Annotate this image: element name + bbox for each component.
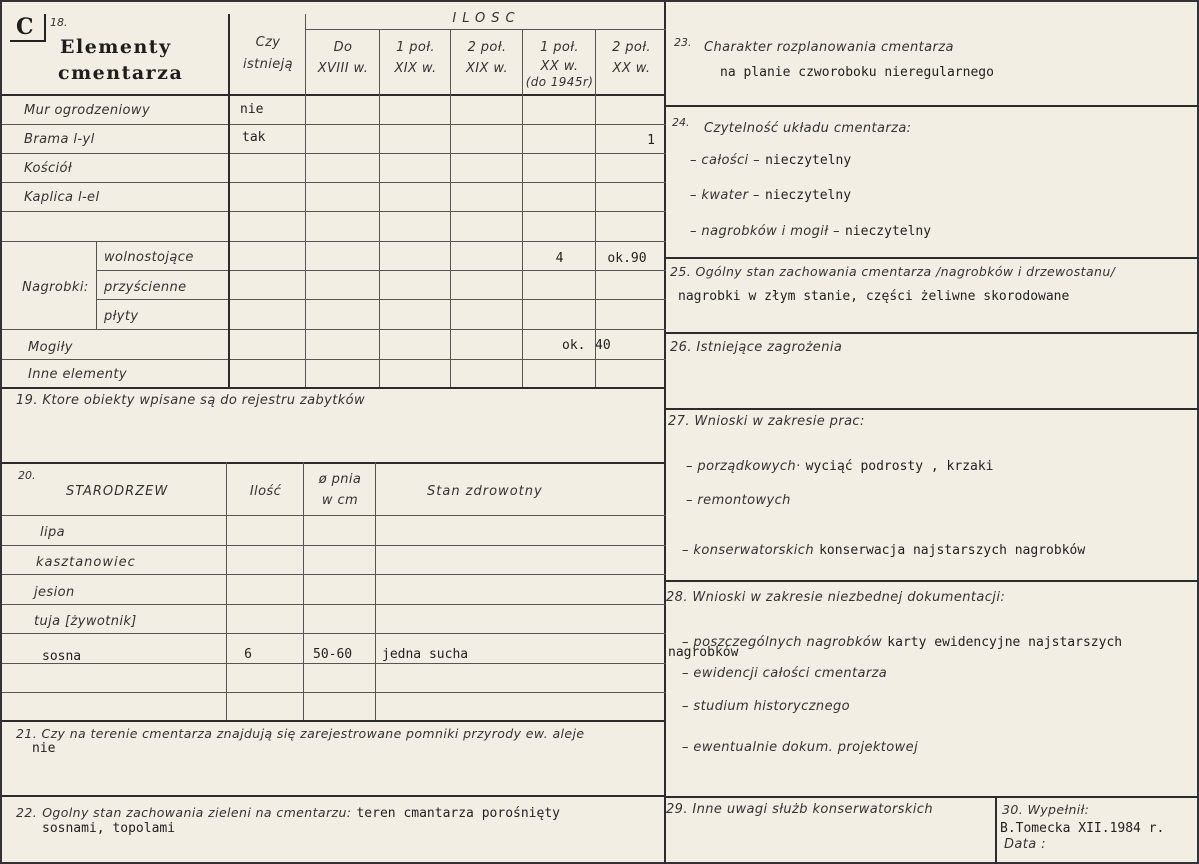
gravestones-slabs-label: płyty [104,309,139,324]
q22-answer1[interactable]: teren cmantarza porośnięty [356,806,560,821]
rule [96,270,666,271]
q30-value[interactable]: B.Tomecka XII.1984 r. [1000,821,1165,836]
q22-text: Ogolny stan zachowania zieleni na cmentarzu: [42,805,352,820]
gravestones-wall-label: przyścienne [104,280,187,295]
q30 [1002,802,1089,817]
row-chapel-label: Kaplica l-el [24,190,100,205]
q24-item-graves: – nagrobków i mogił – nieczytelny [690,224,932,239]
tree-row-linden: lipa [40,525,66,540]
row-wall-exists[interactable]: nie [240,102,264,117]
section-number: 18. [50,16,68,29]
tree-pine-health[interactable]: jedna sucha [382,647,469,662]
q24-item-whole: – całości – nieczytelny [690,153,852,168]
q19-number: 19. [16,393,38,408]
q27-item-cleanup: – porządkowych· wyciąć podrosty , krzaki [686,459,994,474]
trees-header-diam2: w cm [321,493,359,508]
col-rule [375,462,376,720]
q22 [16,802,560,821]
rule [2,515,666,516]
rule [664,408,1199,410]
rule [2,462,666,464]
q27-item-conservation: – konserwatorskich konserwacja najstarszych nagrobków [682,543,1086,558]
period-1-line2: XVIII w. [317,61,369,76]
q30-label: Wypełnił: [1027,802,1090,817]
rule [2,359,666,360]
header-quantity: ILOSC [452,11,521,26]
q21-number: 21. [16,726,38,741]
col-rule [96,241,97,329]
tree-row-thuja: tuja [żywotnik] [34,614,137,629]
q24-item-quarters: – kwater – nieczytelny [690,188,852,203]
rule [2,94,666,96]
gravestones-freestanding-label: wolnostojące [104,250,194,265]
q23-number: 23. [674,36,692,49]
rule [664,796,1199,798]
period-2-line1: 1 poł. [396,40,435,55]
q28-item-records: – ewidencji całości cmentarza [682,666,888,681]
rule [2,211,666,212]
tree-pine-count[interactable]: 6 [244,647,252,662]
q21-text: Czy na terenie cmentarza znajdują się zarejestrowane pomniki przyrody ew. aleje [41,726,585,741]
q24-text: Czytelność układu cmentarza: [704,121,912,136]
rule [305,29,666,30]
q19-text: Ktore obiekty wpisane są do rejestru zabytków [42,393,366,408]
q21-answer[interactable]: nie [32,741,56,756]
rule [2,795,666,797]
rule [2,153,666,154]
row-gate-label: Brama l-yl [24,132,95,147]
q27 [668,414,865,429]
graves-label: Mogiły [28,340,73,355]
period-3-line1: 2 poł. [467,40,507,55]
period-3-line2: XIX w. [465,61,509,76]
tree-row-pine: sosna [42,649,82,664]
rule [2,241,666,242]
rule [2,387,666,389]
gravestones-label: Nagrobki: [22,280,89,295]
rule [664,105,1199,107]
rule [664,332,1199,334]
rule [2,182,666,183]
col-rule [226,462,227,720]
other-elements-label: Inne elementy [28,367,127,382]
col-rule [522,29,523,387]
section-title-line1: Elementy [60,36,172,58]
tree-row-chestnut: kasztanowiec [36,555,136,570]
q28-number: 28. [666,590,688,605]
period-5-line1: 2 poł. [612,40,651,55]
row-church-label: Kościół [24,161,73,176]
trees-header-health: Stan zdrowotny [427,484,543,499]
col-rule [450,29,451,387]
header-exists-line1: Czy [255,35,281,50]
rule [2,720,666,722]
q27-number: 27. [668,414,690,429]
q26 [670,340,842,355]
col-rule [595,29,596,387]
q28-text: Wnioski w zakresie niezbednej dokumentacji: [692,590,1006,605]
q27-item-repair: – remontowych [686,493,791,508]
q22-answer2[interactable]: sosnami, topolami [42,821,176,836]
rule [2,604,666,605]
gravestones-freestanding-1h20[interactable]: 4 [555,251,564,266]
row-gate-exists[interactable]: tak [242,130,266,145]
trees-header-name: STARODRZEW [66,484,169,499]
q28-item-history: – studium historycznego [682,699,850,714]
q25-text: Ogólny stan zachowania cmentarza /nagrobków i drzewostanu/ [695,264,1116,279]
period-4-line2: XX w. [540,59,579,74]
rule [2,574,666,575]
period-5-line2: XX w. [612,61,651,76]
q30-date-label: Data : [1004,837,1046,852]
rule [2,633,666,634]
col-rule [303,462,304,720]
q29-text: Inne uwagi służb konserwatorskich [692,802,933,817]
rule [2,124,666,125]
row-gate-qty-2h20[interactable]: 1 [647,133,655,148]
q28-item-design: – ewentualnie dokum. projektowej [682,740,919,755]
q28-item-gravestones-answer2[interactable]: nagrobków [668,645,739,660]
section-letter: C [16,14,36,40]
rule [2,329,666,330]
rule [2,663,666,664]
gravestones-freestanding-2h20[interactable]: ok.90 [607,251,647,266]
q27-text: Wnioski w zakresie prac: [694,414,865,429]
q29-number: 29. [666,802,688,817]
period-4-line1: 1 poł. [540,40,579,55]
trees-header-count: Ilość [249,484,282,499]
rule [96,299,666,300]
q25-answer[interactable]: nagrobki w złym stanie, części żeliwne skorodowane [678,289,1070,304]
tree-pine-diam[interactable]: 50-60 [313,647,353,662]
graves-value[interactable]: 40 [595,338,611,353]
q23-text: Charakter rozplanowania cmentarza [704,40,954,55]
rule [664,580,1199,582]
q22-number: 22. [16,805,38,820]
rule [2,692,666,693]
q25 [670,264,1115,279]
header-exists-line2: istnieją [242,57,294,72]
q28-item-gravestones: – poszczególnych nagrobków karty ewidencyjne najstarszych [682,635,1123,650]
section-title-line2: cmentarza [58,62,184,84]
q26-text: Istniejące zagrożenia [696,340,843,355]
trees-header-diam1: ø pnia [318,472,362,487]
q24-number: 24. [672,116,690,129]
q19 [16,393,365,408]
center-divider [664,2,666,864]
q21 [16,726,584,741]
q30-number: 30. [1002,802,1024,817]
q29 [666,802,933,817]
q28 [666,590,1005,605]
q26-number: 26. [670,340,692,355]
rule [664,257,1199,259]
graves-prefix[interactable]: ok. [562,338,586,353]
col-rule [995,796,997,864]
q25-number: 25. [670,264,692,279]
period-1-line1: Do [333,40,353,55]
period-2-line2: XIX w. [394,61,437,76]
period-4-line3: (do 1945r) [525,75,594,89]
tree-row-ash: jesion [34,585,75,600]
q23-answer[interactable]: na planie czworoboku nieregularnego [720,65,994,80]
section-letter-box [10,14,46,42]
rule [2,545,666,546]
q20-number: 20. [18,469,36,482]
col-rule [379,29,380,387]
row-wall-label: Mur ogrodzeniowy [24,103,151,118]
